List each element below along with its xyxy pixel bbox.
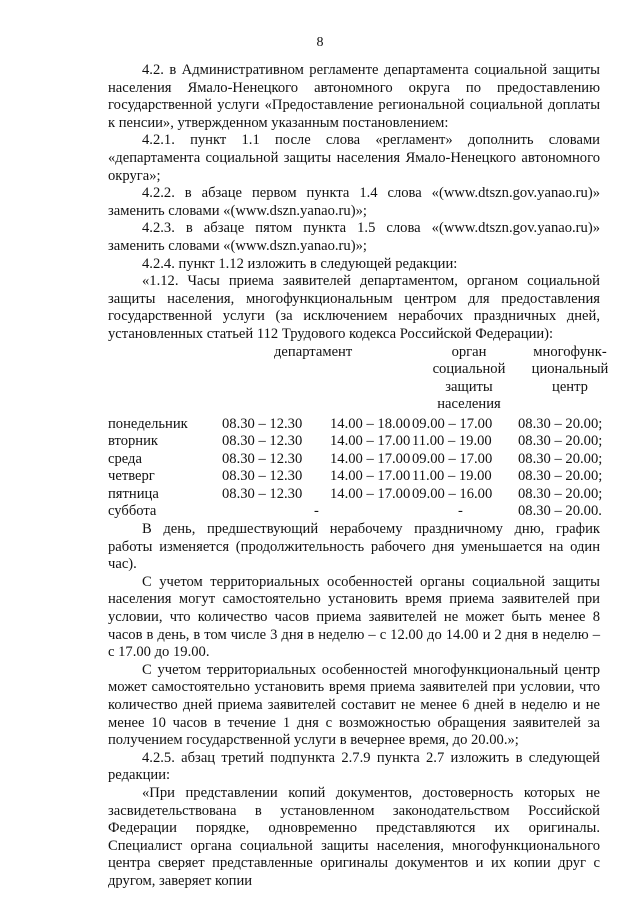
org-cell: 11.00 – 19.00 (412, 433, 492, 450)
mfc-cell: 08.30 – 20.00; (518, 450, 603, 467)
paragraph-4-2-5: 4.2.5. абзац третий подпункта 2.7.9 пункта 2.7 изложить в следующей редакции: (108, 749, 600, 784)
dep-afternoon-cell: 14.00 – 17.00 (330, 468, 411, 485)
mfc-cell: 08.30 – 20.00; (518, 433, 603, 450)
org-cell: 11.00 – 19.00 (412, 468, 492, 485)
table-row (108, 450, 603, 469)
dep-morning-cell: 08.30 – 12.30 (222, 450, 303, 467)
paragraph-copies: «При представлении копий документов, достоверность которых не засвидетельствована в установленном законодательством Российской Федерации порядке, одновременно представляются их оригиналы. Специалист органа социальной защиты населения, многофункционального центра сверяет представленные оригиналы документов и их копии друг с другом, заверяет копии (108, 784, 600, 889)
dep-morning-cell: 08.30 – 12.30 (222, 485, 303, 502)
dep-morning-cell: 08.30 – 12.30 (222, 415, 303, 432)
mfc-cell: 08.30 – 20.00. (518, 503, 602, 520)
dep-afternoon-cell: 14.00 – 18.00 (330, 415, 411, 432)
day-cell: четверг (108, 468, 155, 485)
mfc-cell: 08.30 – 20.00; (518, 485, 603, 502)
header-department: департамент (274, 343, 353, 360)
day-cell: суббота (108, 503, 157, 520)
org-cell: 09.00 – 17.00 (412, 415, 493, 432)
org-cell: - (458, 503, 463, 520)
schedule-header (108, 343, 609, 416)
dep-morning-cell: 08.30 – 12.30 (222, 433, 303, 450)
paragraph-4-2-1: 4.2.1. пункт 1.1 после слова «регламент» дополнить словами «департамента социальной защиты населения Ямало-Ненецкого автономного округа»; (108, 132, 600, 184)
schedule-table (108, 343, 609, 522)
dep-afternoon-cell: 14.00 – 17.00 (330, 450, 411, 467)
day-cell: вторник (108, 433, 159, 450)
paragraph-1-12: «1.12. Часы приема заявителей департаментом, органом социальной защиты населения, многофункциональным центром для предоставления государственной услуги (за исключением нерабочих праздничных дней, установленных статьей 112 Трудового кодекса Российской Федерации): (108, 273, 600, 342)
dep-afternoon-cell: 14.00 – 17.00 (330, 433, 411, 450)
org-cell: 09.00 – 17.00 (412, 450, 493, 467)
paragraph-mfc-hours: С учетом территориальных особенностей многофункциональный центр может самостоятельно установить время приема заявителей при условии, что количество дней приема заявителей составит не менее 6 дней в неделю и не менее 10 часов в течение 1 дня с возможностью обращения заявителей за получением государственной услуги в вечернее время, до 20.00.»; (108, 661, 600, 749)
header-social-org: орган социальной защиты населения (432, 343, 506, 413)
day-cell: среда (108, 450, 142, 467)
dep-morning-cell: 08.30 – 12.30 (222, 468, 303, 485)
paragraph-4-2-2: 4.2.2. в абзаце первом пункта 1.4 слова «(www.dtszn.gov.yanao.ru)» заменить словами «(www.dszn.yanao.ru)»; (108, 185, 600, 219)
day-cell: пятница (108, 485, 159, 502)
org-cell: 09.00 – 16.00 (412, 485, 493, 502)
paragraph-4-2-3: 4.2.3. в абзаце пятом пункта 1.5 слова «(www.dtszn.gov.yanao.ru)» заменить словами «(www.dszn.yanao.ru)»; (108, 220, 600, 254)
mfc-cell: 08.30 – 20.00; (518, 415, 603, 432)
page-number: 8 (316, 35, 324, 50)
paragraph-social-org-hours: С учетом территориальных особенностей органы социальной защиты населения могут самостоятельно установить время приема заявителей при условии, что количество часов приема заявителей не может быть менее 8 часов в день, в том числе 3 дня в неделю – с 12.00 до 14.00 и 2 дня в неделю – с 17.00 до 19.00. (108, 573, 600, 661)
table-row-saturday (108, 503, 600, 521)
mfc-cell: 08.30 – 20.00; (518, 468, 603, 485)
table-row (108, 485, 603, 504)
dep-afternoon-cell: 14.00 – 17.00 (330, 485, 411, 502)
document-body (108, 62, 609, 891)
table-row (108, 433, 603, 451)
table-row (108, 415, 603, 434)
header-mfc: многофунк- циональный центр (531, 343, 609, 395)
dep-cell: - (314, 503, 319, 520)
table-row (108, 468, 603, 486)
paragraph-4-2-4: 4.2.4. пункт 1.12 изложить в следующей редакции: (142, 255, 458, 272)
paragraph-holiday: В день, предшествующий нерабочему праздничному дню, график работы изменяется (продолжительность рабочего дня уменьшается на один час). (108, 521, 600, 573)
day-cell: понедельник (108, 415, 188, 432)
paragraph-4-2: 4.2. в Административном регламенте департамента социальной защиты населения Ямало-Ненецкого автономного округа по предоставлению государственной услуги «Предоставление региональной социальной доплаты к пенсии», утвержденном указанным постановлением: (108, 62, 600, 131)
